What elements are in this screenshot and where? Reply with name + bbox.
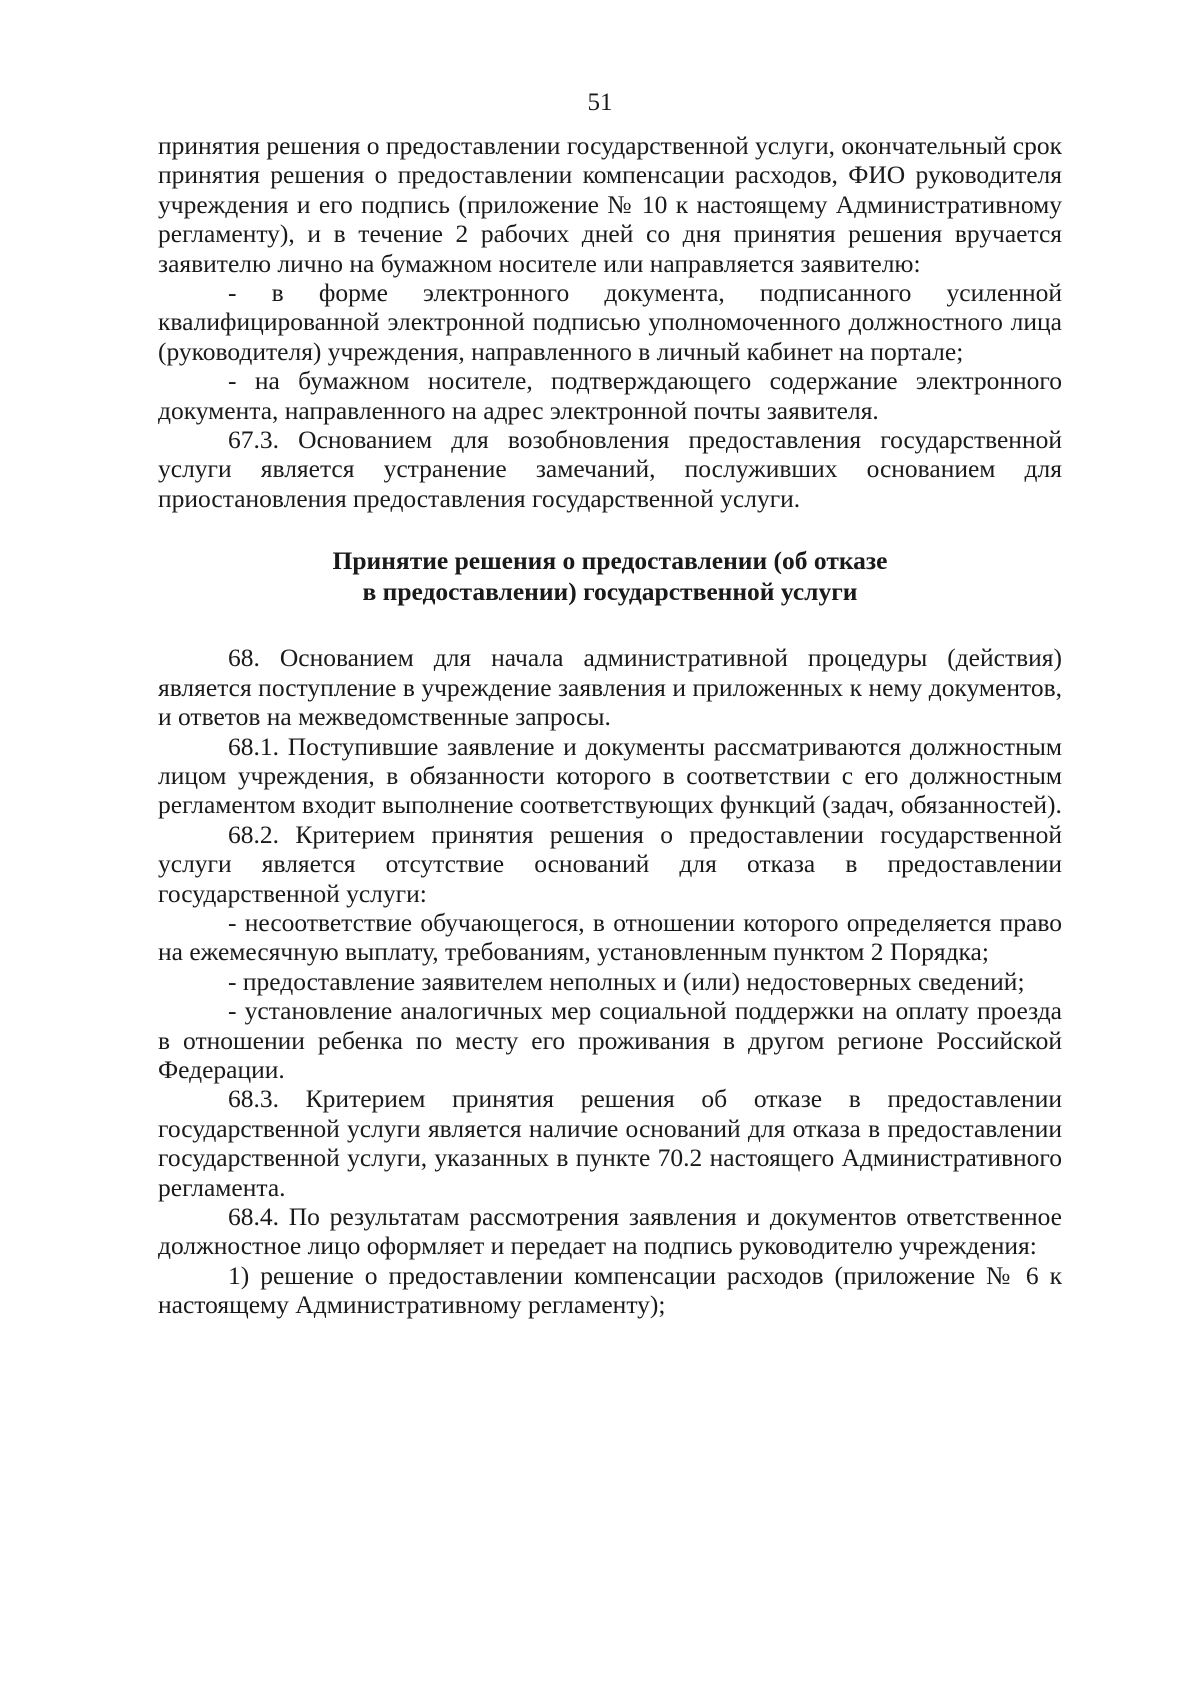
section-heading-line: в предоставлении) государственной услуги (362, 577, 858, 607)
list-item: - несоответствие обучающегося, в отношении которого определяется право на ежемесячную выплату, требованиям, установленным пунктом 2 Порядка; (158, 907, 1062, 967)
list-item: - на бумажном носителе, подтверждающего содержание электронного документа, направленного на адрес электронной почты заявителя. (158, 366, 1062, 425)
paragraph: 68.4. По результатам рассмотрения заявления и документов ответственное должностное лицо оформляет и передает на подпись руководителю учреждения: (158, 1202, 1062, 1261)
list-item: - предоставление заявителем неполных и (или) недостоверных сведений; (228, 966, 1025, 996)
list-item: 1) решение о предоставлении компенсации расходов (приложение № 6 к настоящему Административному регламенту); (158, 1260, 1062, 1320)
list-item: - установление аналогичных мер социальной поддержки на оплату проезда в отношении ребенка по месту его проживания в другом регионе Российской Федерации. (158, 996, 1062, 1084)
section-heading-line: Принятие решения о предоставлении (об отказе (332, 546, 888, 576)
paragraph: 68.2. Критерием принятия решения о предоставлении государственной услуги является отсутствие оснований для отказа в предоставлении государственной услуги: (158, 819, 1062, 908)
document-body (158, 131, 1062, 1320)
paragraph: 68. Основанием для начала административной процедуры (действия) является поступление в учреждение заявления и приложенных к нему документов, и ответов на межведомственные запросы. (158, 643, 1062, 732)
section-heading (158, 545, 1062, 607)
page-number: 51 (587, 89, 613, 116)
paragraph: 68.3. Критерием принятия решения об отказе в предоставлении государственной услуги является наличие оснований для отказа в предоставлении государственной услуги, указанных в пункте 70.2 настоящего Административного регламента. (158, 1084, 1062, 1202)
list-item: - в форме электронного документа, подписанного усиленной квалифицированной электронной подписью уполномоченного должностного лица (руководителя) учреждения, направленного в личный кабинет на портале; (158, 278, 1062, 366)
paragraph: 67.3. Основанием для возобновления предоставления государственной услуги является устранение замечаний, послуживших основанием для приостановления предоставления государственной услуги. (158, 425, 1062, 513)
paragraph: 68.1. Поступившие заявление и документы рассматриваются должностным лицом учреждения, в обязанности которого в соответствии с его должностным регламентом входит выполнение соответствующих функций (задач, обязанностей). (158, 731, 1062, 820)
paragraph: принятия решения о предоставлении государственной услуги, окончательный срок принятия решения о предоставлении компенсации расходов, ФИО руководителя учреждения и его подпись (приложение № 10 к настоящему Административному регламенту), и в течение 2 рабочих дней со дня принятия решения вручается заявителю лично на бумажном носителе или направляется заявителю: (158, 131, 1062, 278)
